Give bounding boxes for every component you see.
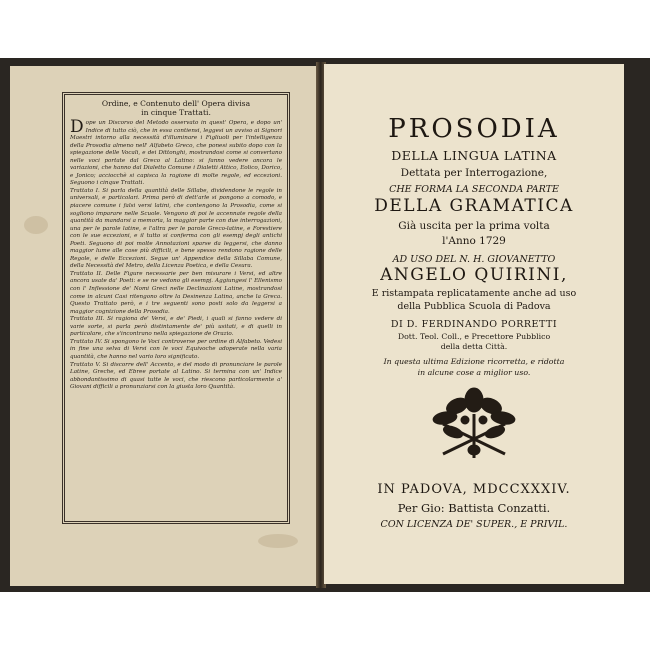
toc-paragraph: Trattato II. Delle Figure necessarie per ben misurare i Versi, ed altre ancora usate da' Poeti: e se ne vedono gli esempj. Aggiungesi l' Ellenismo con l' Inflessione de' Nomi Greci nelle Declinazioni Latine, mostrandosi come in alcuni Casi ritengono oltre la Desinenza Latina, anche la Greca. Questo Trattato però, e i tre seguenti sono posti solo da leggersi a maggior cognizione della Prosodia. (70, 270, 282, 315)
toc-title-line: in cinque Trattati. (141, 108, 211, 117)
subtitle-line: E ristampata replicatamente anche ad uso (371, 288, 577, 299)
subtitle-line: DELLA GRAMATICA (374, 196, 574, 216)
year-line: l'Anno 1729 (442, 235, 506, 247)
dropcap: D (70, 117, 84, 137)
printer-device-ornament (429, 384, 519, 462)
author-credentials: della detta Città. (440, 342, 508, 351)
subtitle-line: Già uscita per la prima volta (398, 220, 550, 232)
toc-paragraph: Trattato IV. Si spongono le Voci controverse per ordine di Alfabeto. Vedesi in fine una selva di Versi con le voci Equivoche adoperate nella varia quantità, che hanno nel vario loro significato. (70, 338, 282, 360)
toc-title-line: Ordine, e Contenuto dell' Opera divisa (101, 99, 251, 108)
author-credentials: Dott. Teol. Coll., e Precettore Pubblico (397, 332, 551, 341)
toc-paragraph: Trattato V. Si discorre dell' Accento, e del modo di pronunciare le parole Latine, Greche, ed Ebree portate al Latino. Si termina con un' Indice abbondantissimo di quasi tutte le voci, che riescono particolarmente a' Giovani difficili a pronunziarsi con la giusta loro Quantità. (70, 361, 282, 391)
book-title: PROSODIA (388, 114, 560, 144)
paper-stain (258, 534, 298, 548)
toc-paragraph: Trattato I. Si parla della quantità delle Sillabe, dividendone le regole in universali, e particolari. Prima però di dett'arle si pongono a comodo, e piacere comune i falsi versi latini, che contengono la Prosodia, come si sogliono imparare nelle Scuole. Vengono di poi le accennate regole della quantità da mandarsi a memoria, la maggior parte con due interrogazioni, una per le parole latine, e l'altra per le parole Greco-latine, e Forestiere con le sue eccezioni, e il tutto si conferma con gli esempj degli antichi Poeti. Seguono di poi molte Annotazioni sparse da leggersi, che danno maggior lume alle cose più difficili, e bene spesso rendono ragione delle Regole, e delle Eccezioni. Segue un' Appendice della Sillaba Comune, della Necessità del Metro, della Licenza Poetica, e della Cesura. (70, 187, 282, 270)
right-page (324, 64, 624, 584)
imprint-place-date: IN PADOVA, MDCCXXXIV. (377, 482, 571, 497)
dedication-line: AD USO DEL N. H. GIOVANETTO (392, 254, 556, 265)
subtitle-line: CHE FORMA LA SECONDA PARTE (389, 184, 559, 195)
toc-paragraph (70, 117, 282, 188)
toc-paragraph: Trattato III. Si ragiona de' Versi, e de' Piedi, i quali si fanno vedere di varie sorte, si parla però distintamente de' più usitati, e di quelli in particolare, che s'incontrano nella spiegazione de Orazio. (70, 316, 282, 338)
subtitle-line: DELLA LINGUA LATINA (391, 148, 557, 163)
toc-frame (62, 92, 290, 524)
toc-paragraph-text: ope un Discorso del Metodo osservato in quest' Opera, e dopo un' Indice di tutto ciò, che in essa contiensi, leggesi un avviso ai Signori Maestri intorno alla necessità d'illuminare i Figliuoli per l'intelligenza della Prosodia almeno nell' Alfabeto Greco, che ponesi subito dopo con la spiegazione delle Vocali, e dei Dittonghi, mostrandosi come si convertano nelle voci portate dal Greco al Latino: si fanno vedere ancora le variazioni, che hanno dal Dialetto Comune i Dialetti Attico, Eolico, Dorico, e Jonico; acciocchè si capisca la ragione di molte regole, ed eccezioni. Seguono i cinque Trattati. (70, 120, 282, 187)
paper-stain (24, 216, 48, 234)
toc-body (70, 117, 282, 392)
imprint-license: CON LICENZA DE' SUPER., E PRIVIL. (380, 519, 568, 530)
left-page (10, 66, 318, 586)
subtitle-line: della Pubblica Scuola di Padova (397, 301, 551, 312)
author-line: DI D. FERDINANDO PORRETTI (390, 319, 558, 330)
edition-note: In questa ultima Edizione ricorretta, e ridotta (383, 357, 565, 366)
imprint-printer: Per Gio: Battista Conzatti. (397, 501, 551, 515)
dedicatee-name: ANGELO QUIRINI, (380, 265, 568, 285)
edition-note: in alcune cose a miglior uso. (417, 368, 531, 377)
subtitle-line: Dettata per Interrogazione, (400, 167, 548, 179)
toc-title (70, 99, 282, 117)
